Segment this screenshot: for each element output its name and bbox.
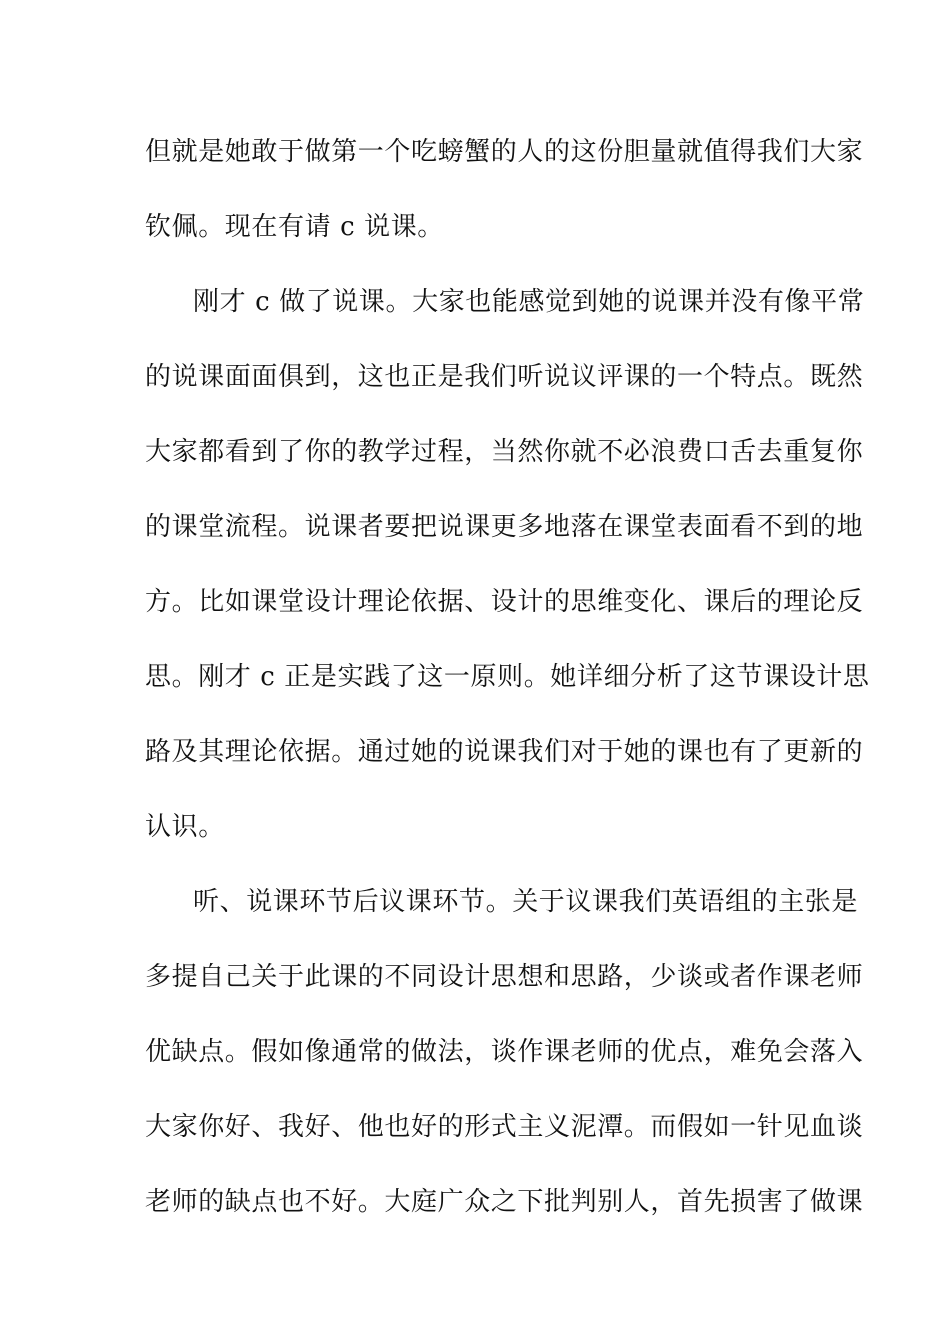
text-line: 认识。 [145, 812, 225, 842]
text-line: 的课堂流程。说课者要把说课更多地落在课堂表面看不到的地 [145, 512, 864, 542]
paragraph-first-line: 听、说课环节后议课环节。关于议课我们英语组的主张是 [193, 887, 859, 917]
text-line: 的说课面面俱到，这也正是我们听说议评课的一个特点。既然 [145, 362, 864, 392]
text-line: 大家都看到了你的教学过程，当然你就不必浪费口舌去重复你 [145, 437, 864, 467]
text-line: 但就是她敢于做第一个吃螃蟹的人的这份胆量就值得我们大家 [145, 137, 864, 167]
text-line: 优缺点。假如像通常的做法，谈作课老师的优点，难免会落入 [145, 1037, 864, 1067]
text-line: 大家你好、我好、他也好的形式主义泥潭。而假如一针见血谈 [145, 1112, 864, 1142]
text-line: 方。比如课堂设计理论依据、设计的思维变化、课后的理论反 [145, 587, 864, 617]
text-line: 钦佩。现在有请 c 说课。 [145, 212, 444, 242]
text-line: 路及其理论依据。通过她的说课我们对于她的课也有了更新的 [145, 737, 864, 767]
paragraph-first-line: 刚才 c 做了说课。大家也能感觉到她的说课并没有像平常 [193, 287, 865, 317]
text-line: 多提自己关于此课的不同设计思想和思路，少谈或者作课老师 [145, 962, 864, 992]
text-line: 老师的缺点也不好。大庭广众之下批判别人，首先损害了做课 [145, 1187, 864, 1217]
text-line: 思。刚才 c 正是实践了这一原则。她详细分析了这节课设计思 [145, 662, 870, 692]
